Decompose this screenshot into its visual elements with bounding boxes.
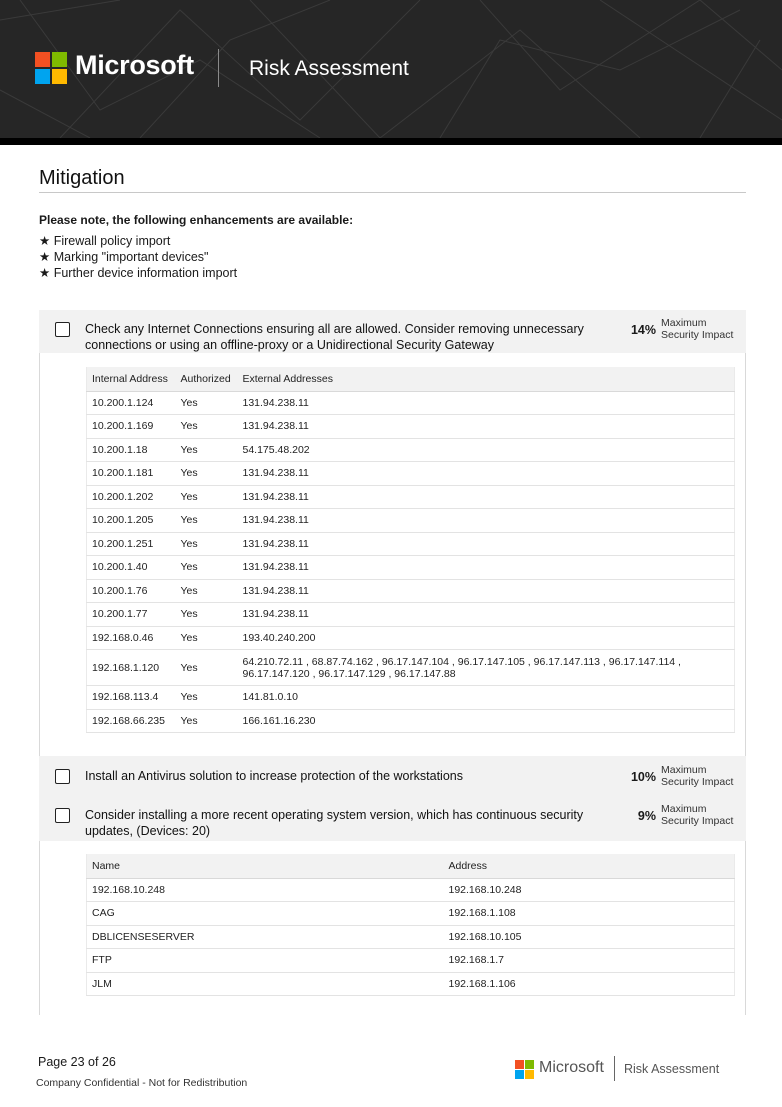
table-row — [87, 579, 735, 603]
footer-divider — [614, 1056, 615, 1081]
impact-label: Maximum Security Impact — [661, 764, 734, 788]
header-divider — [218, 49, 219, 87]
enhancements-note: Please note, the following enhancements are available: — [39, 213, 354, 227]
page-header — [0, 0, 782, 138]
column-header: External Addresses — [238, 367, 735, 391]
table-cell: 131.94.238.11 — [238, 579, 735, 603]
table-cell: CAG — [87, 902, 444, 926]
table-cell: Yes — [176, 709, 238, 733]
table-cell: Yes — [176, 532, 238, 556]
table-cell: 141.81.0.10 — [238, 686, 735, 710]
table-row — [87, 532, 735, 556]
star-icon: ★ — [39, 266, 51, 280]
section-divider — [39, 192, 746, 193]
recommendation-header — [39, 310, 746, 353]
table-cell: 10.200.1.40 — [87, 556, 176, 580]
table-cell: FTP — [87, 949, 444, 973]
table-cell: 166.161.16.230 — [238, 709, 735, 733]
table-cell: Yes — [176, 415, 238, 439]
header-title: Risk Assessment — [249, 57, 409, 80]
list-item: ★ Firewall policy import — [39, 234, 171, 248]
table-cell: Yes — [176, 556, 238, 580]
recommendation-checkbox[interactable] — [55, 769, 70, 784]
table-cell: 10.200.1.76 — [87, 579, 176, 603]
table-row — [87, 902, 735, 926]
section-title: Mitigation — [39, 167, 125, 189]
table-row — [87, 485, 735, 509]
recommendation-header — [39, 756, 746, 798]
table-row — [87, 509, 735, 533]
table-cell: 131.94.238.11 — [238, 485, 735, 509]
table-cell: 193.40.240.200 — [238, 626, 735, 650]
table-cell: 131.94.238.11 — [238, 415, 735, 439]
footer-title: Risk Assessment — [624, 1062, 720, 1076]
microsoft-logo-icon — [35, 52, 68, 85]
recommendation-antivirus — [39, 756, 746, 798]
impact-percent: 10% — [630, 770, 656, 784]
recommendation-header — [39, 798, 746, 841]
recommendation-checkbox[interactable] — [55, 808, 70, 823]
table-row — [87, 415, 735, 439]
table-cell: 10.200.1.18 — [87, 438, 176, 462]
star-icon: ★ — [39, 250, 51, 264]
table-cell: 131.94.238.11 — [238, 462, 735, 486]
table-row — [87, 438, 735, 462]
table-cell: Yes — [176, 462, 238, 486]
table-cell: 131.94.238.11 — [238, 603, 735, 627]
table-cell: 131.94.238.11 — [238, 532, 735, 556]
impact-label: Maximum Security Impact — [661, 317, 734, 341]
recommendation-text: Check any Internet Connections ensuring all are allowed. Consider removing unnecessary connections or using an offline-proxy or a Unidirectional Security Gateway — [85, 322, 584, 352]
table-cell: Yes — [176, 626, 238, 650]
table-row — [87, 949, 735, 973]
column-header: Name — [87, 854, 444, 878]
table-cell: JLM — [87, 972, 444, 996]
table-cell: Yes — [176, 686, 238, 710]
recommendation-text: Install an Antivirus solution to increase protection of the workstations — [85, 769, 463, 783]
recommendation-body — [39, 841, 746, 1015]
recommendation-internet-connections — [39, 310, 746, 756]
table-row — [87, 878, 735, 902]
column-header: Authorized — [176, 367, 238, 391]
internet-connections-table — [86, 367, 735, 733]
impact-percent: 9% — [637, 809, 656, 823]
recommendation-checkbox[interactable] — [55, 322, 70, 337]
table-row — [87, 972, 735, 996]
table-cell: DBLICENSESERVER — [87, 925, 444, 949]
table-cell: 131.94.238.11 — [238, 391, 735, 415]
table-cell: Yes — [176, 438, 238, 462]
header-bottom-bar — [0, 138, 782, 145]
list-item: ★ Marking "important devices" — [39, 250, 209, 264]
table-cell: 10.200.1.169 — [87, 415, 176, 439]
table-row — [87, 686, 735, 710]
table-row — [87, 709, 735, 733]
table-row — [87, 391, 735, 415]
impact-label: Maximum Security Impact — [661, 803, 734, 827]
table-cell: 131.94.238.11 — [238, 556, 735, 580]
column-header: Address — [444, 854, 735, 878]
table-cell: Yes — [176, 391, 238, 415]
table-cell: 192.168.10.248 — [444, 878, 735, 902]
star-icon: ★ — [39, 234, 51, 248]
page-number: Page 23 of 26 — [38, 1055, 116, 1069]
table-cell: 192.168.1.120 — [87, 650, 176, 686]
table-header-row — [87, 367, 735, 391]
table-cell: 192.168.113.4 — [87, 686, 176, 710]
footer-brand: Microsoft — [539, 1059, 604, 1076]
table-row — [87, 556, 735, 580]
table-cell: 10.200.1.205 — [87, 509, 176, 533]
enhancements-list — [39, 233, 237, 281]
table-cell: Yes — [176, 603, 238, 627]
recommendation-text: Consider installing a more recent operating system version, which has continuous security updates, (Devices: 20) — [85, 808, 584, 838]
table-cell: 10.200.1.251 — [87, 532, 176, 556]
table-cell: 64.210.72.11 , 68.87.74.162 , 96.17.147.104 , 96.17.147.105 , 96.17.147.113 , 96.17.147.114 , 96.17.147.120 , 96.17.147.129 , 96.17.147.88 — [238, 650, 735, 686]
table-cell: 10.200.1.181 — [87, 462, 176, 486]
table-cell: 192.168.10.248 — [87, 878, 444, 902]
confidentiality-notice: Company Confidential - Not for Redistribution — [36, 1077, 248, 1089]
table-cell: 131.94.238.11 — [238, 509, 735, 533]
table-cell: Yes — [176, 650, 238, 686]
table-cell: 192.168.1.106 — [444, 972, 735, 996]
table-cell: 192.168.1.108 — [444, 902, 735, 926]
table-row — [87, 462, 735, 486]
table-cell: 10.200.1.124 — [87, 391, 176, 415]
table-cell: 192.168.1.7 — [444, 949, 735, 973]
table-row — [87, 626, 735, 650]
column-header: Internal Address — [87, 367, 176, 391]
table-row — [87, 603, 735, 627]
table-cell: Yes — [176, 485, 238, 509]
table-cell: 10.200.1.77 — [87, 603, 176, 627]
table-header-row — [87, 854, 735, 878]
recommendation-body — [39, 353, 746, 756]
footer-microsoft-logo-icon — [515, 1060, 534, 1079]
table-cell: 10.200.1.202 — [87, 485, 176, 509]
table-cell: 192.168.10.105 — [444, 925, 735, 949]
impact-percent: 14% — [630, 323, 656, 337]
table-cell: Yes — [176, 579, 238, 603]
table-cell: Yes — [176, 509, 238, 533]
table-cell: 192.168.66.235 — [87, 709, 176, 733]
table-cell: 192.168.0.46 — [87, 626, 176, 650]
table-row — [87, 925, 735, 949]
list-item: ★ Further device information import — [39, 266, 238, 280]
table-cell: 54.175.48.202 — [238, 438, 735, 462]
header-brand: Microsoft — [75, 50, 194, 80]
os-devices-table — [86, 854, 735, 996]
table-row — [87, 650, 735, 686]
recommendation-os-upgrade — [39, 798, 746, 1015]
